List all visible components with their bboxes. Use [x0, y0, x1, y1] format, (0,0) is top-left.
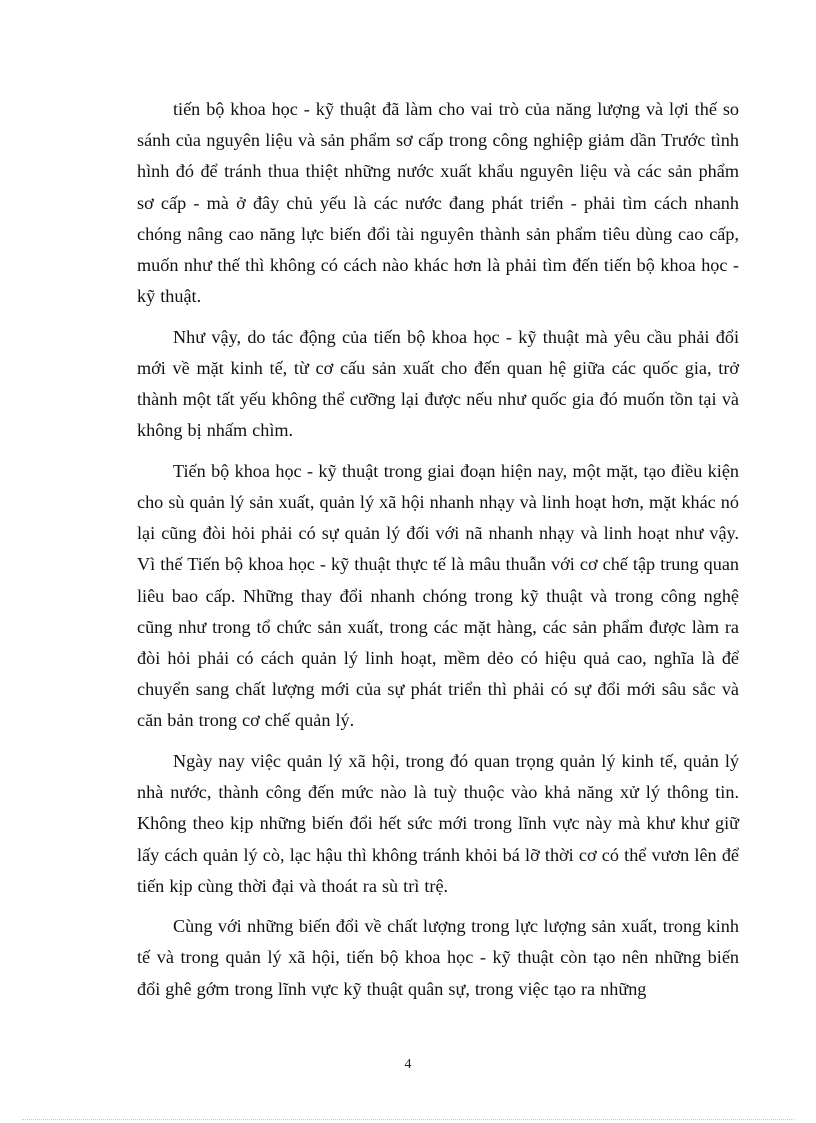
paragraph-3: Tiến bộ khoa học - kỹ thuật trong giai đoạn hiện nay, một mặt, tạo điều kiện cho sù quản lý sản xuất, quản lý xã hội nhanh nhạy và linh hoạt hơn, mặt khác nó lại cũng đòi hỏi phải có sự quản lý đối với nã nhanh nhạy và linh hoạt như vậy. Vì thế Tiến bộ khoa học - kỹ thuật thực tế là mâu thuẫn với cơ chế tập trung quan liêu bao cấp. Những thay đổi nhanh chóng trong kỹ thuật và trong công nghệ cũng như trong tổ chức sản xuất, trong các mặt hàng, các sản phẩm được làm ra đòi hỏi phải có cách quản lý linh hoạt, mềm dẻo có hiệu quả cao, nghĩa là để chuyển sang chất lượng mới của sự phát triển thì phải có sự đổi mới sâu sắc và căn bản trong cơ chế quản lý.: [137, 460, 739, 731]
page-number: 4: [404, 1057, 412, 1072]
paragraph-5: Cùng với những biến đổi về chất lượng trong lực lượng sản xuất, trong kinh tế và trong quản lý xã hội, tiến bộ khoa học - kỹ thuật còn tạo nên những biến đổi ghê gớm trong lĩnh vực kỹ thuật quân sự, trong việc tạo ra những: [137, 916, 739, 999]
paragraph-2: Như vậy, do tác động của tiến bộ khoa học - kỹ thuật mà yêu cầu phải đổi mới về mặt kinh tế, từ cơ cấu sản xuất cho đến quan hệ giữa các quốc gia, trở thành một tất yếu không thể cưỡng lại được nếu như quốc gia đó muốn tồn tại và không bị nhấm chìm.: [137, 326, 739, 441]
paragraph-4: Ngày nay việc quản lý xã hội, trong đó quan trọng quản lý kinh tế, quản lý nhà nước, thành công đến mức nào là tuỳ thuộc vào khả năng xử lý thông tin. Không theo kịp những biến đổi hết sức mới trong lĩnh vực này mà khư khư giữ lấy cách quản lý cò, lạc hậu thì không tránh khỏi bá lỡ thời cơ có thể vươn lên để tiến kịp cùng thời đại và thoát ra sù trì trệ.: [137, 750, 739, 896]
paragraph-1: tiến bộ khoa học - kỹ thuật đã làm cho vai trò của năng lượng và lợi thế so sánh của nguyên liệu và sản phẩm sơ cấp trong công nghiệp giảm dần Trước tình hình đó để tránh thua thiệt những nước xuất khẩu nguyên liệu và các sản phẩm sơ cấp - mà ở đây chủ yếu là các nước đang phát triển - phải tìm cách nhanh chóng nâng cao năng lực biến đổi tài nguyên thành sản phẩm tiêu dùng cao cấp, muốn như thế thì không có cách nào khác hơn là phải tìm đến tiến bộ khoa học - kỹ thuật.: [137, 99, 739, 307]
body-text: [137, 94, 739, 1005]
page-edge-divider: [22, 1119, 794, 1120]
